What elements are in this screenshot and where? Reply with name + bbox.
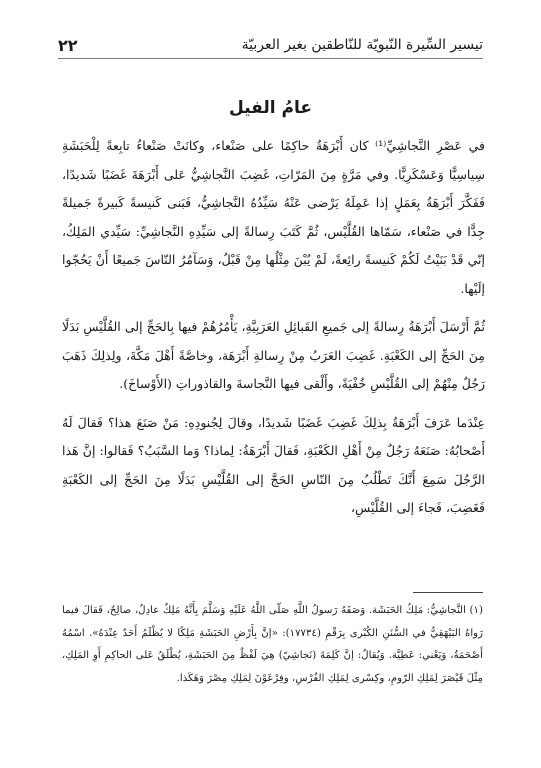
page-number: ٢٢	[58, 35, 78, 55]
running-header	[58, 32, 483, 59]
footnote-divider	[413, 592, 483, 593]
body-text	[62, 132, 485, 533]
book-title: تيسير السِّيرة النّبويّة للنّاطقين بغير العربيّة	[241, 37, 483, 53]
paragraph: عِنْدَما عَرَفَ أَبْرَهَةُ بِذلِكَ غَضِبَ غَضَبًا شَديدًا، وقالَ لِجُنودِهِ: مَنْ صَنَعَ هذا؟ فَقالَ لَهُ أَصْحابُهُ: صَنَعَهُ رَجُلٌ مِنْ أَهْلِ الكَعْبَةِ، فَقالَ أَبْرَهَةُ: لِماذا؟ وَما السَّبَبُ؟ فَقالوا: إنَّ هَذا الرَّجُلَ سَمِعَ أَنَّكَ تَطْلُبُ مِنَ النّاسِ الحَجَّ إلى القُلَّيْسِ بَدَلًا مِنَ الحَجِّ إلى الكَعْبَةِ فَغَضِبَ، فَجاءَ إلى القُلَّيْسِ،	[62, 414, 485, 515]
paragraph: في عَصْرِ النَّجاشِيِّ⁽¹⁾ كان أَبْرَهَةُ حاكِمًا على صَنْعاء، وكانَتْ صَنْعاءُ تابِعةً لِلْحَبَشَةِ سِياسِيًّا وَعَسْكَرِيًّا. وفي مَرَّةٍ مِنَ المَرّاتِ، غَضِبَ النَّجاشِيُّ عَلى أَبْرَهَةَ غَضَبًا شَديدًا، فَفَكَّرَ أَبْرَهَةُ بِعَمَلٍ إذا عَمِلَهُ يَرْضى عَنْهُ سَيِّدُهُ النَّجاشِيُّ، فَبَنى كَنيسةً كَبيرةً جَميلةً جِدًّا في صَنْعاء، سَمّاها القُلَّيْس، ثُمَّ كَتَبَ رِسالةً إلى سَيِّدِهِ النَّجاشِيِّ: سَيِّدي المَلِكُ، إنّي قَدْ بَنَيْتُ لَكُمْ كَنيسةً رائِعةً، لَمْ يُبْنَ مِثْلُها مِنْ قَبْلُ، وَسَآمُرُ النّاسَ جَميعًا أَنْ يَحُجّوا إلَيْها.	[62, 138, 485, 296]
footnote-text: (١) النَّجاشِيُّ: مَلِكُ الحَبَشَة. وَصَفَهُ رَسولُ اللَّهِ صَلّى اللَّهُ عَلَيْهِ وَسَلَّمَ بِأَنَّهُ مَلِكٌ عادِلٌ، صالِحٌ، فَقالَ فيما رَواهُ البَيْهَقِيُّ في السُّنَنِ الكُبْرى بِرَقْمِ (١٧٧٣٤): «إنَّ بِأَرْضِ الحَبَشَةِ مَلِكًا لا يُظْلَمُ أَحَدٌ عِنْدَهُ». اسْمُهُ أَصْحَمَةُ، وَيَعْني: عَطِيَّة. وَيُقالُ: إنَّ كَلِمَةَ (نَجاشِيّ) هِيَ لَفْظٌ مِنَ الحَبَشَةِ، يُطْلَقُ عَلى الحاكِمِ أَوِ المَلِكِ، مِثْلَ قَيْصَرَ لِمَلِكِ الرّومِ، وكِسْرى لِمَلِكِ الفُرْسِ، وفِرْعَوْنَ لِمَلِكِ مِصْرَ وَهَكَذا.	[62, 605, 484, 684]
chapter-title: عامُ الفيل	[229, 98, 312, 118]
footnote	[62, 600, 483, 690]
paragraph: ثُمَّ أَرْسَلَ أَبْرَهَةُ رِسالةً إلى جَميعِ القَبائِلِ العَرَبِيَّةِ، يَأْمُرُهُمْ فيها بِالحَجِّ إلى القُلَّيْسِ بَدَلًا مِنَ الحَجِّ إلى الكَعْبَةِ. غَضِبَ العَرَبُ مِنْ رِسالةِ أَبْرَهَة، وخاصَّةً أَهْلَ مَكَّةَ، ولِذلِكَ ذَهَبَ رَجُلٌ مِنْهُمْ إلى القُلَّيْسِ خُفْيَةً، وأَلْقى فيها النَّجاسةَ والقاذوراتِ (الأَوْساخَ).	[62, 319, 485, 391]
